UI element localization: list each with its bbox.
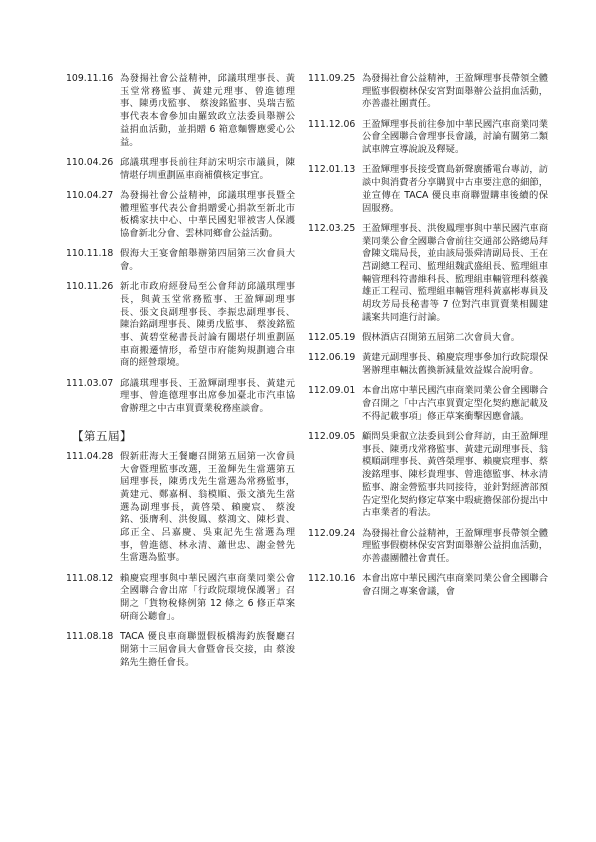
chronicle-entry (308, 73, 548, 111)
entry-date: 110.04.26 (66, 156, 114, 168)
chronicle-entry (66, 73, 295, 149)
chronicle-entry (308, 528, 548, 566)
entry-date: 111.03.07 (66, 377, 114, 389)
entry-text: 王盈輝理事長接受寶島新聲廣播電台專訪，訪談中與消費者分享購買中古車要注意的細節，並宣傳在 TACA 優良車商聯盟購車後續的保固服務。 (362, 164, 548, 214)
chronicle-list-continued (308, 73, 548, 599)
chronicle-entry (66, 451, 295, 565)
chronicle-entry (308, 223, 548, 325)
entry-text: 黃建元副理事長、賴慶宸理事參加行政院環保署辦理車輛汰舊換新減量效益媒合說明會。 (362, 352, 548, 377)
entry-date: 111.04.28 (66, 450, 114, 462)
entry-text: 為發揚社會公益精神，邱議琪理事長暨全體理監事代表公會捐贈愛心捐款至新北市板橋家扶中心、中華民國犯罪被害人保護協會新北分會、雲林同鄉會公益活動。 (120, 189, 295, 239)
entry-date: 110.11.26 (66, 281, 114, 293)
chronicle-entry (308, 332, 548, 345)
section-heading: 【第五屆】 (72, 428, 132, 443)
chronicle-entry (308, 385, 548, 423)
entry-text: 本會出席中華民國汽車商業同業公會全國聯合會召開之專案會議，會 (362, 573, 548, 597)
entry-text: 為發揚社會公益精神，王盈輝理事長帶領全體理監事假樹林保安宮對面舉辦公益捐血活動，亦善盡社團責任。 (362, 73, 548, 110)
entry-text: 假新莊海大王餐廳召開第五屆第一次會員大會暨理監事改選，王盈輝先生當選第五屆理事長，陳勇戊先生當選為常務監事，黃建元、鄭嘉桐、翁模順、張文濱先生當選為副理事長，黃啓榮、賴慶宸、 蔡浚銘、張膺利、洪俊鳳、蔡鴻文、陳杉貴、邱正全、呂嘉慶、吳東記先生當選為理事，曾進德、林永清、蕭世忠、謝金營先生當選為監事。 (120, 450, 295, 564)
chronicle-entry (66, 190, 295, 241)
chronicle-list-fifth-term (66, 451, 295, 669)
entry-date: 112.09.24 (308, 527, 356, 539)
entry-date: 112.10.16 (308, 573, 356, 585)
entry-date: 112.01.13 (308, 164, 356, 176)
entry-date: 110.04.27 (66, 189, 114, 201)
entry-date: 112.09.05 (308, 431, 356, 443)
chronicle-entry (308, 164, 548, 215)
chronicle-entry (66, 573, 295, 624)
chronicle-entry (66, 157, 295, 182)
entry-date: 112.03.25 (308, 222, 356, 234)
chronicle-list-early (66, 73, 295, 416)
left-column (66, 73, 295, 677)
entry-date: 111.12.06 (308, 118, 356, 130)
right-column (308, 73, 548, 606)
entry-text: 王盈輝理事長前往參加中華民國汽車商業同業公會全國聯合會理事長會議，討論有關第二類試車牌宣導說說及釋疑。 (362, 118, 548, 156)
chronicle-entry (66, 248, 295, 273)
entry-text: 王盈輝理事長、洪俊鳳理事與中華民國汽車商業同業公會全國聯合會前往交通部公路總局拜會陳文瑞局長，並由該局張舜清副局長、王在莒副總工程司、監理組魏武盛組長、監理組車輛管理科符書維科長、監理組車輛管理科蔡義雄正工程司、監理組車輛管理科黃嘉彬專員及胡玫芳局長秘書等 7 位對汽車買賣業相關建議案共同進行討論。 (362, 222, 548, 323)
chronicle-entry (308, 119, 548, 157)
entry-date: 112.06.19 (308, 352, 356, 364)
chronicle-entry (308, 431, 548, 520)
entry-date: 112.05.19 (308, 332, 356, 344)
entry-date: 111.08.12 (66, 572, 114, 584)
entry-date: 112.09.01 (308, 385, 356, 397)
chronicle-entry (66, 631, 295, 669)
chronicle-entry (308, 352, 548, 377)
chronicle-entry (66, 378, 295, 416)
chronicle-entry (66, 281, 295, 370)
entry-date: 111.09.25 (308, 73, 356, 84)
entry-date: 109.11.16 (66, 73, 114, 84)
entry-text: 顧問吳秉叡立法委員到公會拜訪，由王盈輝理事長、陳勇戊常務監事、黃建元副理事長、翁模順副理事長、黃啓榮理事、賴慶宸理事、蔡浚銘理事、陳杉貴理事、曾進德監事、林永清監事、謝金營監事共同接待，並針對經濟部預告定型化契約修定草案中瑕疵擔保部份提出中古車業者的看法。 (362, 431, 548, 519)
entry-text: 假林酒店召開第五屆第二次會員大會。 (362, 332, 521, 344)
chronicle-entry (308, 573, 548, 598)
entry-text: TACA 優良車商聯盟假板橋海釣族餐廳召開第十三屆會員大會暨會長交接，由 蔡浚銘先生擔任會長。 (120, 631, 295, 668)
entry-text: 邱議琪理事長、王盈輝副理事長、黃建元理事、曾進德理事出席參加臺北市汽車協會辦理之中古車買賣業稅務座談會。 (120, 377, 295, 415)
entry-text: 賴慶宸理事與中華民國汽車商業同業公會全國聯合會出席「行政院環境保護署」召開之「貨物稅條例第 12 條之 6 修正草案研商公聽會」。 (120, 572, 295, 622)
entry-text: 假海大王宴會館舉辦第四屆第三次會員大會。 (120, 248, 295, 272)
entry-text: 新北市政府經發局至公會拜訪邱議琪理事長，與黃玉堂常務監事、王盈輝副理事長、張文良副理事長、李振忠副理事長、陳治銘副理事長、陳勇戊監事、 蔡浚銘監事、黃碧堂秘書長討論有關堪仔圳重劃區車商搬遷情形，希望市府能夠規劃適合車商的經營環境。 (120, 281, 295, 369)
entry-text: 為發揚社會公益精神，邱議琪理事長、黃玉堂常務監事、黃建元理事、曾進德理事、陳勇戊監事、 蔡浚銘監事、吳瑞吉監事代表本會參加由羅致政立法委員舉辦公益捐血活動，並捐贈 6 箱意麵響應愛心公益。 (120, 73, 295, 148)
entry-date: 110.11.18 (66, 248, 114, 260)
entry-text: 本會出席中華民國汽車商業同業公會全國聯合會召開之「中古汽車買賣定型化契約應記載及不得記載事項」修正草案衝擊因應會議。 (362, 385, 548, 422)
entry-text: 為發揚社會公益精神，王盈輝理事長帶領全體理監事假樹林保安宮對面舉辦公益捐血活動，亦善盡團體社會責任。 (362, 527, 548, 564)
entry-date: 111.08.18 (66, 631, 114, 643)
entry-text: 邱議琪理事長前往拜訪宋明宗市議員，陳情堪仔圳重劃區車商補償核定事宜。 (120, 156, 295, 181)
